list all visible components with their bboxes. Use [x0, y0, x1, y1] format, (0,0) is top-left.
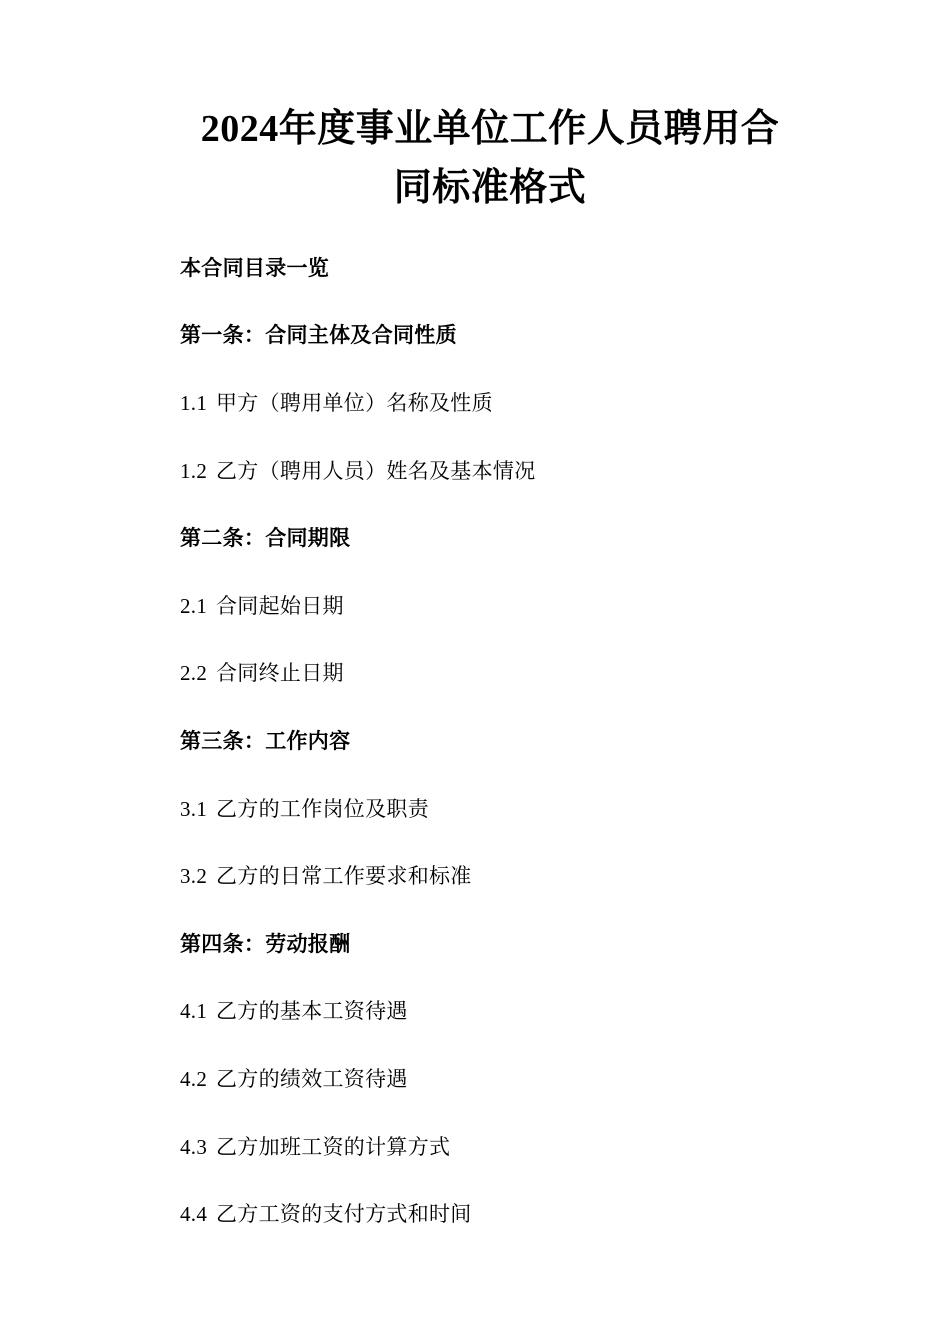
toc-list-item — [180, 1131, 800, 1165]
toc-list-item — [180, 387, 800, 421]
toc-item-label: 乙方的工作岗位及职责 — [216, 796, 429, 821]
toc-list-item — [180, 860, 800, 894]
toc-list-item — [180, 1198, 800, 1232]
toc-list-item — [180, 590, 800, 624]
toc-item-number: 1.1 — [180, 390, 208, 415]
toc-item-number: 4.4 — [180, 1202, 208, 1227]
toc-item-label: 乙方的日常工作要求和标准 — [216, 864, 472, 889]
toc-item-number: 3.1 — [180, 796, 208, 821]
toc-item-label: 合同终止日期 — [216, 661, 344, 686]
toc-item-label: 乙方的绩效工资待遇 — [216, 1066, 408, 1091]
toc-item-number: 2.1 — [180, 593, 208, 618]
toc-item-number: 2.2 — [180, 661, 208, 686]
document-body — [180, 252, 800, 1232]
toc-item-label: 乙方工资的支付方式和时间 — [216, 1202, 472, 1227]
toc-item-number: 3.2 — [180, 864, 208, 889]
toc-item-number: 4.1 — [180, 999, 208, 1024]
toc-item-label: 乙方的基本工资待遇 — [216, 999, 408, 1024]
page-title: 2024年度事业单位工作人员聘用合同标准格式 — [200, 108, 780, 209]
toc-section-heading: 第一条：合同主体及合同性质 — [180, 323, 457, 348]
toc-item-label: 甲方（聘用单位）名称及性质 — [216, 390, 493, 415]
toc-section-heading: 第二条：合同期限 — [180, 526, 351, 551]
toc-item-label: 合同起始日期 — [216, 593, 344, 618]
toc-item-label: 乙方加班工资的计算方式 — [216, 1134, 451, 1159]
toc-heading: 本合同目录一览 — [180, 255, 330, 280]
toc-list-item — [180, 455, 800, 489]
toc-item-number: 4.3 — [180, 1134, 208, 1159]
toc-item-label: 乙方（聘用人员）姓名及基本情况 — [216, 458, 536, 483]
toc-section-heading: 第四条：劳动报酬 — [180, 931, 351, 956]
toc-list-item — [180, 793, 800, 827]
toc-item-number: 4.2 — [180, 1066, 208, 1091]
toc-section-heading: 第三条：工作内容 — [180, 728, 351, 753]
toc-item-number: 1.2 — [180, 458, 208, 483]
toc-list-item — [180, 1063, 800, 1097]
toc-list-item — [180, 995, 800, 1029]
toc-list-item — [180, 657, 800, 691]
